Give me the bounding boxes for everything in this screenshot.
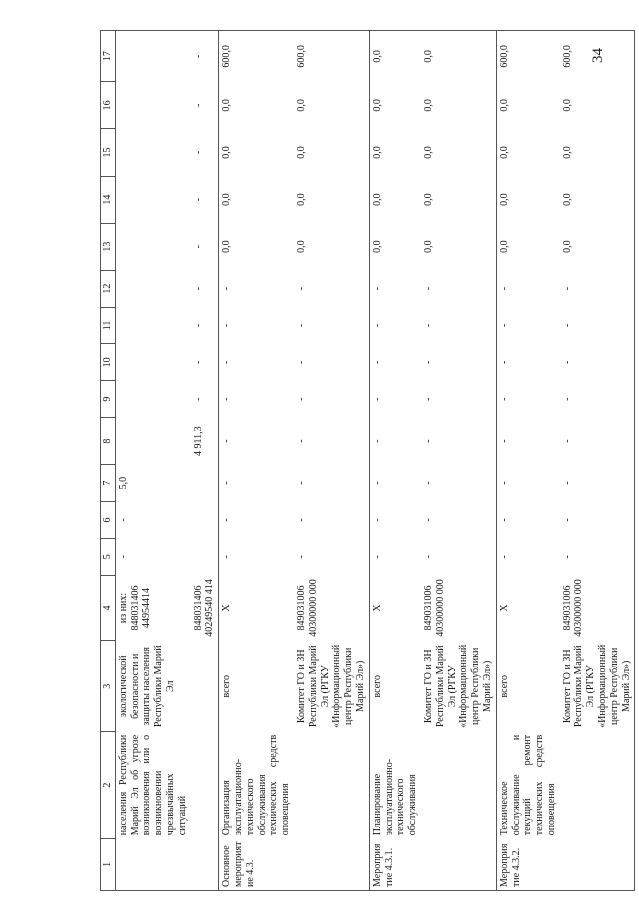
amount-cell: 0,0 xyxy=(371,193,383,206)
budget-code: X xyxy=(221,604,233,612)
budget-code: 849031006 40300000 000 xyxy=(560,575,635,641)
amount-cell xyxy=(191,502,219,539)
amount-cell: - xyxy=(498,323,510,328)
amount-cell: - xyxy=(221,481,233,485)
activity-number xyxy=(115,838,190,890)
amount-cell xyxy=(115,176,190,223)
amount-cell: - xyxy=(498,360,510,364)
amount-cell: 600,0 xyxy=(496,31,559,82)
activity-name: населения Республики Марий Эл об угрозе возникновения или о возникновении чрезвычайных ситуаций xyxy=(117,734,188,836)
table-row xyxy=(560,31,635,891)
activity-number xyxy=(191,838,219,890)
activity-number: Основное мероприятие 4.3. xyxy=(219,838,294,890)
amount-cell: - xyxy=(191,223,219,270)
amount-cell: 0,0 xyxy=(221,193,233,206)
amount-cell: 600,0 xyxy=(219,31,294,82)
budget-code: 849031006 40300000 000 xyxy=(294,575,369,641)
page-number: 34 xyxy=(590,48,606,63)
amount-cell: - xyxy=(294,307,369,344)
amount-cell: - xyxy=(560,381,635,418)
budget-code: из них: 848031406 44954414 xyxy=(117,585,153,631)
amount-cell xyxy=(115,344,190,381)
amount-cell: - xyxy=(191,31,219,82)
column-number: 10 xyxy=(101,344,116,381)
amount-cell: - xyxy=(191,129,219,176)
responsible-executor: всего xyxy=(221,675,233,698)
amount-cell: - xyxy=(371,518,383,522)
amount-cell: - xyxy=(191,176,219,223)
activity-name xyxy=(421,732,496,838)
amount-cell: - xyxy=(117,518,129,522)
column-number: 2 xyxy=(101,732,116,838)
amount-cell: - xyxy=(221,439,233,443)
column-number: 15 xyxy=(101,129,116,176)
amount-cell: 0,0 xyxy=(498,193,510,206)
activity-number xyxy=(294,838,369,890)
amount-cell: - xyxy=(421,465,496,502)
amount-cell xyxy=(191,538,219,575)
amount-cell xyxy=(115,129,190,176)
amount-cell: 4 911,3 xyxy=(191,418,219,465)
activity-name xyxy=(560,732,635,838)
amount-cell: - xyxy=(421,381,496,418)
amount-cell: 5,0 xyxy=(117,476,129,490)
amount-cell: - xyxy=(498,555,510,559)
amount-cell: - xyxy=(221,397,233,401)
table-row xyxy=(421,31,496,891)
amount-cell: - xyxy=(371,286,383,291)
amount-cell: - xyxy=(371,323,383,328)
amount-cell xyxy=(115,82,190,129)
amount-cell: - xyxy=(371,397,383,401)
amount-cell: - xyxy=(294,465,369,502)
responsible-executor: экологической безопасности и защиты населения Республики Марий Эл xyxy=(117,645,176,728)
amount-cell: - xyxy=(498,286,510,291)
activity-name: Организация эксплуатационно-технического обслуживания технических средств оповещения xyxy=(221,734,292,836)
amount-cell xyxy=(115,223,190,270)
amount-cell: - xyxy=(191,307,219,344)
amount-cell: - xyxy=(191,381,219,418)
activity-name: Планирование эксплуатационно-технического обслуживания xyxy=(371,758,419,836)
amount-cell: - xyxy=(421,344,496,381)
activity-name xyxy=(191,732,219,838)
amount-cell: 0,0 xyxy=(371,99,383,112)
budget-code: 848031406 40249540 414 xyxy=(191,575,219,641)
amount-cell: - xyxy=(560,307,635,344)
column-number: 8 xyxy=(101,418,116,465)
activity-number: Мероприятие 4.3.1. xyxy=(369,838,421,890)
responsible-executor: Комитет ГО и ЗН Республики Марий Эл (РГКУ «Информационный центр Республики Марий Эл») xyxy=(421,641,496,732)
amount-cell: - xyxy=(560,344,635,381)
table-body xyxy=(101,31,635,891)
responsible-executor xyxy=(191,641,219,732)
column-number: 11 xyxy=(101,307,116,344)
table-row xyxy=(191,31,219,891)
program-table xyxy=(100,30,635,891)
amount-cell: 0,0 xyxy=(498,99,510,112)
amount-cell: 0,0 xyxy=(421,176,496,223)
amount-cell: 0,0 xyxy=(560,176,635,223)
amount-cell: - xyxy=(294,270,369,307)
amount-cell: 0,0 xyxy=(498,240,510,253)
amount-cell: 0,0 xyxy=(560,82,635,129)
activity-name: Техническое обслуживание и текущий ремонт технических средств оповещения xyxy=(498,734,557,836)
amount-cell: 0,0 xyxy=(221,240,233,253)
column-number: 17 xyxy=(101,31,116,82)
amount-cell: - xyxy=(117,555,129,559)
amount-cell xyxy=(115,307,190,344)
amount-cell: - xyxy=(498,439,510,443)
amount-cell: - xyxy=(498,481,510,485)
amount-cell: 0,0 xyxy=(560,129,635,176)
column-number: 9 xyxy=(101,381,116,418)
activity-name xyxy=(294,732,369,838)
amount-cell: - xyxy=(371,360,383,364)
amount-cell: - xyxy=(421,502,496,539)
budget-code: X xyxy=(498,604,510,612)
amount-cell: - xyxy=(221,286,233,291)
amount-cell: - xyxy=(421,307,496,344)
amount-cell: 0,0 xyxy=(221,99,233,112)
column-number: 6 xyxy=(101,502,116,539)
amount-cell: 0,0 xyxy=(371,146,383,159)
amount-cell: - xyxy=(294,418,369,465)
amount-cell: - xyxy=(191,82,219,129)
table-row xyxy=(496,31,559,891)
column-number: 12 xyxy=(101,270,116,307)
column-number: 14 xyxy=(101,176,116,223)
amount-cell: 0,0 xyxy=(221,146,233,159)
column-number: 4 xyxy=(101,575,116,641)
amount-cell xyxy=(115,418,190,465)
amount-cell: 0,0 xyxy=(421,223,496,270)
responsible-executor: всего xyxy=(498,675,510,698)
amount-cell: 0,0 xyxy=(294,176,369,223)
column-number: 3 xyxy=(101,641,116,732)
amount-cell: - xyxy=(560,418,635,465)
responsible-executor: всего xyxy=(371,675,383,698)
responsible-executor: Комитет ГО и ЗН Республики Марий Эл (РГКУ «Информационный центр Республики Марий Эл») xyxy=(560,641,635,732)
responsible-executor: Комитет ГО и ЗН Республики Марий Эл (РГКУ «Информационный центр Республики Марий Эл») xyxy=(294,641,369,732)
amount-cell xyxy=(115,381,190,418)
column-number: 13 xyxy=(101,223,116,270)
activity-number xyxy=(421,838,496,890)
column-number: 5 xyxy=(101,538,116,575)
amount-cell: - xyxy=(191,270,219,307)
amount-cell: - xyxy=(560,502,635,539)
amount-cell: - xyxy=(560,270,635,307)
activity-number: Мероприятие 4.3.2. xyxy=(496,838,559,890)
amount-cell: - xyxy=(371,481,383,485)
budget-code: X xyxy=(371,604,383,612)
amount-cell: - xyxy=(294,344,369,381)
amount-cell: 0,0 xyxy=(294,82,369,129)
table-row xyxy=(369,31,421,891)
amount-cell: 0,0 xyxy=(560,223,635,270)
amount-cell xyxy=(115,31,190,82)
amount-cell: 0,0 xyxy=(498,146,510,159)
amount-cell: - xyxy=(421,418,496,465)
column-number: 16 xyxy=(101,82,116,129)
amount-cell: 0,0 xyxy=(294,129,369,176)
amount-cell: 0,0 xyxy=(421,31,496,82)
amount-cell: - xyxy=(221,555,233,559)
amount-cell: 0,0 xyxy=(421,129,496,176)
amount-cell: - xyxy=(294,502,369,539)
amount-cell: - xyxy=(498,397,510,401)
amount-cell: 0,0 xyxy=(369,31,421,82)
column-number: 1 xyxy=(101,838,116,890)
amount-cell: - xyxy=(221,323,233,328)
amount-cell: - xyxy=(221,518,233,522)
header-row xyxy=(101,31,116,891)
amount-cell: 600,0 xyxy=(560,31,635,82)
amount-cell xyxy=(191,465,219,502)
amount-cell xyxy=(115,270,190,307)
amount-cell: - xyxy=(371,439,383,443)
activity-number xyxy=(560,838,635,890)
budget-code: 849031006 40300000 000 xyxy=(421,575,496,641)
table-row xyxy=(219,31,294,891)
amount-cell: 0,0 xyxy=(421,82,496,129)
table-row xyxy=(294,31,369,891)
amount-cell: - xyxy=(294,538,369,575)
amount-cell: - xyxy=(294,381,369,418)
amount-cell: - xyxy=(421,538,496,575)
amount-cell: 600,0 xyxy=(294,31,369,82)
amount-cell: - xyxy=(221,360,233,364)
amount-cell: 0,0 xyxy=(371,240,383,253)
column-number: 7 xyxy=(101,465,116,502)
table-row xyxy=(115,31,190,891)
amount-cell: - xyxy=(421,270,496,307)
amount-cell: - xyxy=(191,344,219,381)
amount-cell: - xyxy=(560,465,635,502)
amount-cell: 0,0 xyxy=(294,223,369,270)
amount-cell: - xyxy=(371,555,383,559)
amount-cell: - xyxy=(498,518,510,522)
amount-cell: - xyxy=(560,538,635,575)
